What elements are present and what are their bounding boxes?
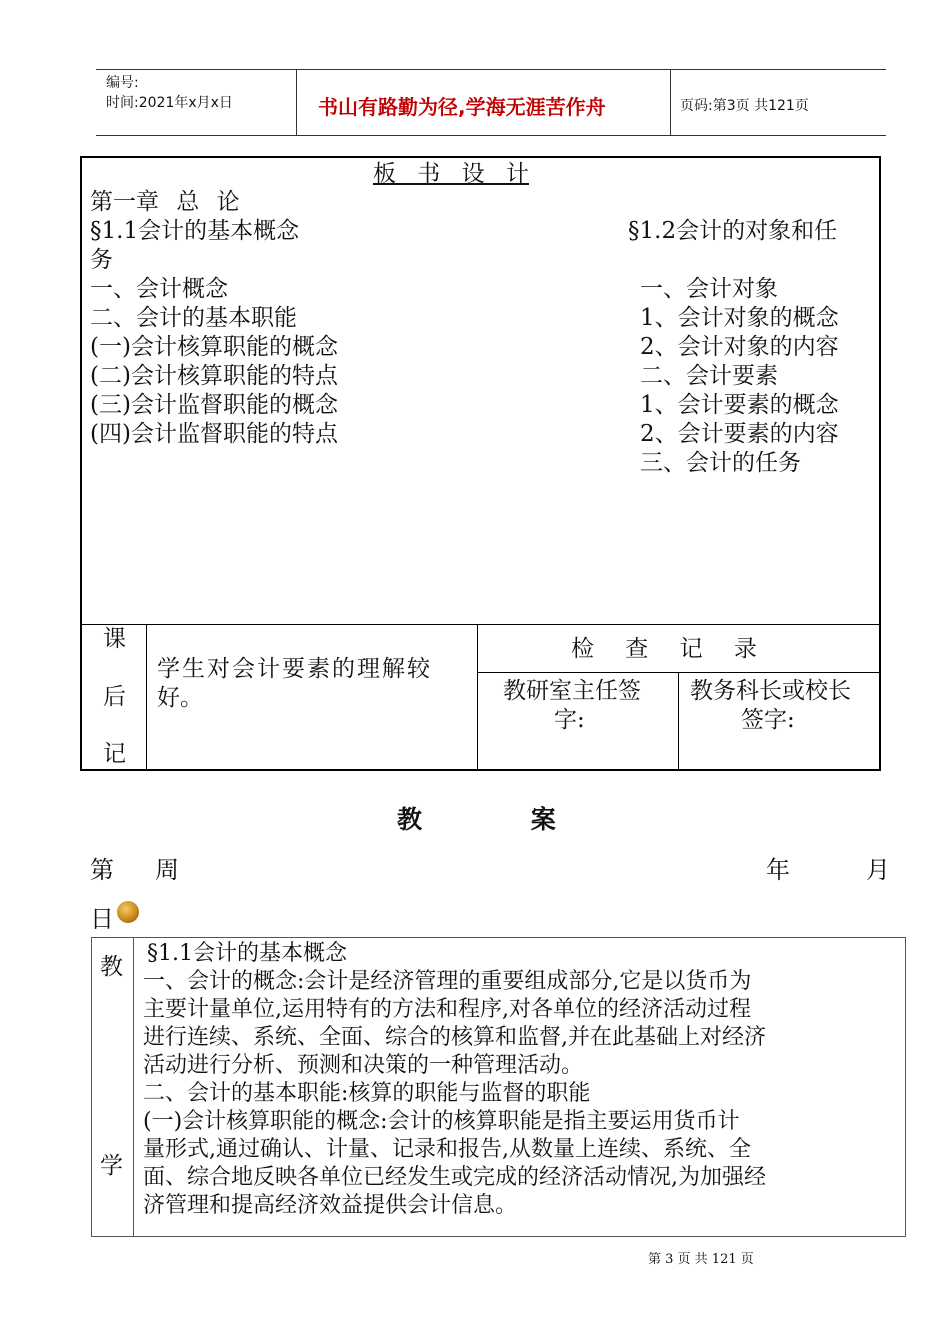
day-label: 日 <box>90 905 114 933</box>
signer-label: 教务科长或校长 <box>690 678 851 704</box>
teaching-content <box>143 940 766 1220</box>
coin-icon <box>117 901 139 923</box>
header-bottom-rule <box>96 135 886 136</box>
teaching-label-char: 学 <box>100 1153 123 1179</box>
content-line: 面、综合地反映各单位已经发生或完成的经济活动情况,为加强经 <box>143 1165 766 1190</box>
content-line: 济管理和提高经济效益提供会计信息。 <box>143 1193 518 1218</box>
month-label: 月 <box>866 856 890 884</box>
number-label: 编号: <box>106 75 139 91</box>
board-title: 板 书 设 计 <box>373 161 529 187</box>
outline-item: (二)会计核算职能的特点 <box>90 363 338 389</box>
right-section-title: §1.2会计的对象和任 <box>628 218 838 244</box>
page-footer: 第 3 页 共 121 页 <box>648 1252 754 1267</box>
outline-item: (四)会计监督职能的特点 <box>90 421 338 447</box>
header-divider <box>670 69 671 136</box>
outline-item: 2、会计对象的内容 <box>640 334 839 360</box>
signer-label: 签字: <box>741 707 795 733</box>
post-class-note: 学生对会计要素的理解较 <box>157 656 432 682</box>
header-top-rule <box>96 69 886 70</box>
motto: 书山有路勤为径,学海无涯苦作舟 <box>318 95 606 119</box>
outline-item: 二、会计要素 <box>640 363 778 389</box>
outline-item: 一、会计对象 <box>640 276 778 302</box>
outline-item: 1、会计对象的概念 <box>640 305 839 331</box>
content-line: (一)会计核算职能的概念:会计的核算职能是指主要运用货币计 <box>143 1109 740 1134</box>
post-class-divider <box>146 624 147 770</box>
left-outline <box>90 275 338 449</box>
week-prefix: 第 <box>90 856 114 884</box>
right-section-title-wrap: 务 <box>90 247 113 273</box>
left-section-title: §1.1会计的基本概念 <box>90 218 300 244</box>
outline-item: 2、会计要素的内容 <box>640 421 839 447</box>
signer-label: 字: <box>554 707 585 733</box>
post-class-note: 好。 <box>157 685 203 711</box>
content-line: 进行连续、系统、全面、综合的核算和监督,并在此基础上对经济 <box>143 1025 766 1050</box>
outline-item: 二、会计的基本职能 <box>90 305 297 331</box>
check-record-title: 检 查 记 录 <box>571 636 757 662</box>
content-line: 活动进行分析、预测和决策的一种管理活动。 <box>143 1053 584 1078</box>
teaching-label-char: 教 <box>100 954 123 980</box>
signer-divider <box>678 672 679 770</box>
outline-item: 1、会计要素的概念 <box>640 392 839 418</box>
year-label: 年 <box>766 856 790 884</box>
right-outline <box>640 275 839 478</box>
chapter-title: 第一章 总 论 <box>90 189 240 215</box>
signer-label: 教研室主任签 <box>503 678 641 704</box>
outline-item: (三)会计监督职能的概念 <box>90 392 338 418</box>
content-line: 一、会计的概念:会计是经济管理的重要组成部分,它是以货币为 <box>143 969 752 994</box>
post-class-label-char: 后 <box>103 684 126 710</box>
teaching-label-divider <box>133 937 134 1237</box>
content-line: 二、会计的基本职能:核算的职能与监督的职能 <box>143 1081 591 1106</box>
page-info: 页码:第3页 共121页 <box>680 98 809 114</box>
outline-item: (一)会计核算职能的概念 <box>90 334 338 360</box>
outline-item: 一、会计概念 <box>90 276 228 302</box>
post-class-label-char: 记 <box>103 741 126 767</box>
content-line: §1.1会计的基本概念 <box>147 941 347 966</box>
post-class-top-rule <box>81 624 880 625</box>
content-line: 主要计量单位,运用特有的方法和程序,对各单位的经济活动过程 <box>143 997 751 1022</box>
post-class-divider <box>477 624 478 770</box>
header-divider <box>296 69 297 136</box>
outline-item: 三、会计的任务 <box>640 450 801 476</box>
plan-title: 教 案 <box>397 805 556 834</box>
post-class-label-char: 课 <box>103 626 126 652</box>
content-line: 量形式,通过确认、计量、记录和报告,从数量上连续、系统、全 <box>143 1137 751 1162</box>
time-label: 时间:2021年x月x日 <box>106 95 233 111</box>
week-suffix: 周 <box>155 856 179 884</box>
